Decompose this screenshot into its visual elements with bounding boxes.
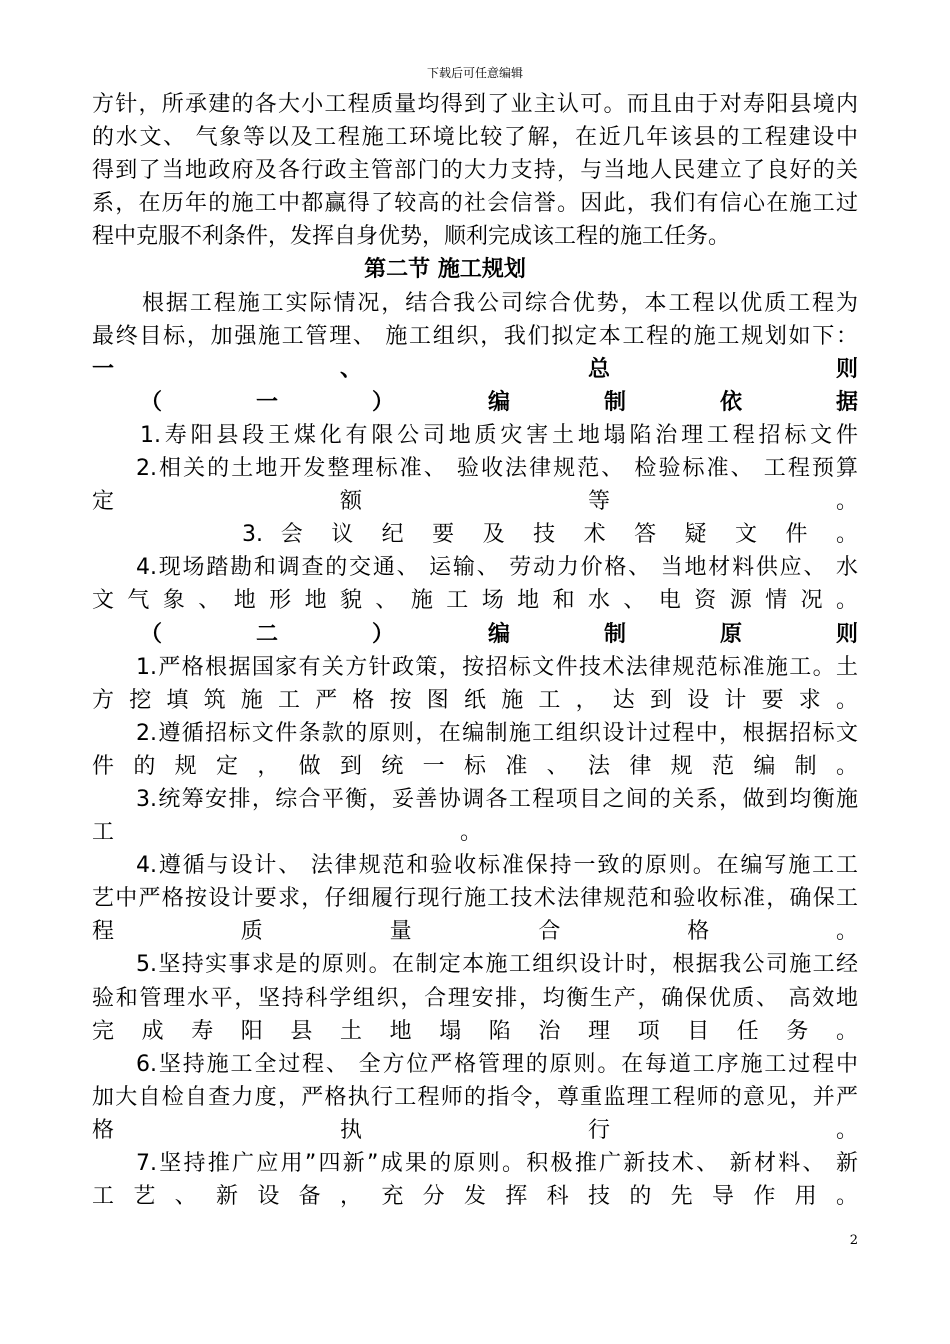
text-line: 工 艺 、 新 设 备 ， 充 分 发 挥 科 技 的 先 导 作 用 。: [92, 1184, 858, 1210]
text-line: 的水文、 气象等以及工程施工环境比较了解，在近几年该县的工程建设中: [92, 125, 858, 151]
text-line: （ 二 ） 编 制 原 则: [140, 621, 858, 647]
text-line: （ 一 ） 编 制 依 据: [140, 389, 858, 415]
text-line: 第二节 施工规划: [364, 257, 526, 283]
text-line: 5.坚持实事求是的原则。在制定本施工组织设计时，根据我公司施工经: [136, 952, 858, 978]
page-number: 2: [849, 1233, 858, 1248]
text-line: 一 、 总 则: [92, 356, 858, 382]
text-line: 1.严格根据国家有关方针政策，按招标文件技术法律规范标准施工。土: [136, 654, 858, 680]
text-line: 定 额 等 。: [92, 489, 858, 515]
text-line: 文 气 象 、 地 形 地 貌 、 施 工 场 地 和 水 、 电 资 源 情 况 。: [92, 588, 858, 614]
text-line: 程中克服不利条件，发挥自身优势，顺利完成该工程的施工任务。: [92, 224, 731, 250]
text-line: 验和管理水平，坚持科学组织，合理安排，均衡生产，确保优质、 高效地: [92, 985, 858, 1011]
text-line: 3. 会 议 纪 要 及 技 术 答 疑 文 件 。: [242, 522, 858, 548]
text-line: 2.相关的土地开发整理标准、 验收法律规范、 检验标准、 工程预算: [136, 456, 858, 482]
text-line: 根据工程施工实际情况，结合我公司综合优势，本工程以优质工程为: [142, 290, 858, 316]
text-line: 艺中严格按设计要求，仔细履行现行施工技术法律规范和验收标准，确保工: [92, 886, 858, 912]
text-line: 得到了当地政府及各行政主管部门的大力支持，与当地人民建立了良好的关: [92, 158, 858, 184]
text-line: 方 挖 填 筑 施 工 严 格 按 图 纸 施 工 ， 达 到 设 计 要 求 。: [92, 687, 858, 713]
text-line: 系，在历年的施工中都赢得了较高的社会信誉。因此，我们有信心在施工过: [92, 191, 858, 217]
text-line: 最终目标，加强施工管理、 施工组织，我们拟定本工程的施工规划如下：: [92, 323, 858, 349]
text-line: 4.现场踏勘和调查的交通、 运输、 劳动力价格、 当地材料供应、 水: [136, 555, 858, 581]
text-line: 4.遵循与设计、 法律规范和验收标准保持一致的原则。在编写施工工: [136, 853, 858, 879]
text-line: 3.统筹安排，综合平衡，妥善协调各工程项目之间的关系，做到均衡施: [136, 786, 858, 812]
text-line: 完 成 寿 阳 县 土 地 塌 陷 治 理 项 目 任 务 。: [92, 1018, 858, 1044]
text-line: 2.遵循招标文件条款的原则，在编制施工组织设计过程中，根据招标文: [136, 720, 858, 746]
text-line: 件 的 规 定 ， 做 到 统 一 标 准 、 法 律 规 范 编 制 。: [92, 753, 858, 779]
text-line: 1.寿阳县段王煤化有限公司地质灾害土地塌陷治理工程招标文件: [140, 422, 858, 448]
text-line: 6.坚持施工全过程、 全方位严格管理的原则。在每道工序施工过程中: [136, 1051, 858, 1077]
text-line: 方针，所承建的各大小工程质量均得到了业主认可。而且由于对寿阳县境内: [92, 92, 858, 117]
document-body: [92, 88, 858, 1213]
header-note: 下载后可任意编辑: [426, 66, 523, 80]
text-line: 加大自检自查力度，严格执行工程师的指令，尊重监理工程师的意见，并严: [92, 1084, 858, 1110]
text-line: 7.坚持推广应用”四新”成果的原则。积极推广新技术、 新材料、 新: [136, 1151, 858, 1176]
text-line: 工 。: [92, 820, 482, 846]
text-line: 程 质 量 合 格 。: [92, 919, 858, 945]
text-line: 格 执 行 。: [92, 1117, 858, 1143]
